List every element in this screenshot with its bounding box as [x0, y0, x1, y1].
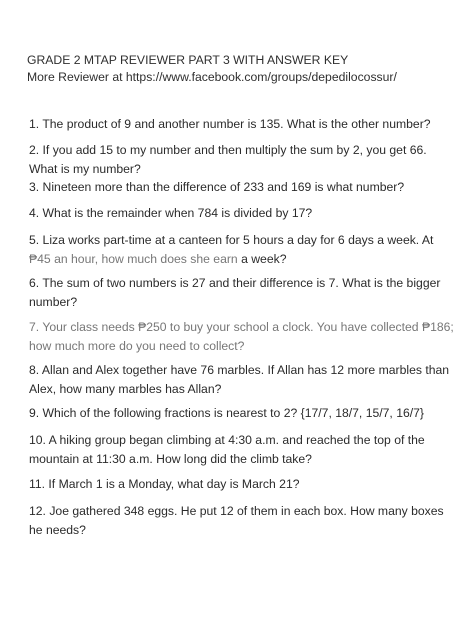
question-1: 1. The product of 9 and another number is 135. What is the other number?	[29, 117, 431, 131]
question-9: 9. Which of the following fractions is nearest to 2? {17/7, 18/7, 15/7, 16/7}	[29, 406, 424, 420]
question-6: 6. The sum of two numbers is 27 and their difference is 7. What is the bigger number?	[29, 276, 441, 309]
question-5-part-2: ₱45 an hour, how much does she earn	[29, 251, 238, 266]
document-page	[27, 52, 457, 86]
question-2: 2. If you add 15 to my number and then multiply the sum by 2, you get 66. What is my number?	[29, 143, 427, 176]
document-subtitle: More Reviewer at https://www.facebook.com/groups/depedilocossur/	[27, 70, 397, 84]
question-10: 10. A hiking group began climbing at 4:30 a.m. and reached the top of the mountain at 11:30 a.m. How long did the climb take?	[29, 433, 425, 466]
document-title: GRADE 2 MTAP REVIEWER PART 3 WITH ANSWER KEY	[27, 53, 349, 67]
question-12: 12. Joe gathered 348 eggs. He put 12 of them in each box. How many boxes he needs?	[29, 504, 444, 537]
question-4: 4. What is the remainder when 784 is divided by 17?	[29, 206, 313, 220]
question-5-part-1: 5. Liza works part-time at a canteen for 5 hours a day for 6 days a week. At	[29, 233, 434, 247]
question-3: 3. Nineteen more than the difference of 233 and 169 is what number?	[29, 180, 405, 194]
question-5	[29, 231, 454, 268]
question-11: 11. If March 1 is a Monday, what day is March 21?	[29, 477, 300, 491]
question-7: 7. Your class needs ₱250 to buy your school a clock. You have collected ₱186; how much more do you need to collect?	[29, 320, 454, 353]
question-5-part-3: a week?	[237, 251, 287, 266]
question-8: 8. Allan and Alex together have 76 marbles. If Allan has 12 more marbles than Alex, how many marbles has Allan?	[29, 363, 450, 396]
